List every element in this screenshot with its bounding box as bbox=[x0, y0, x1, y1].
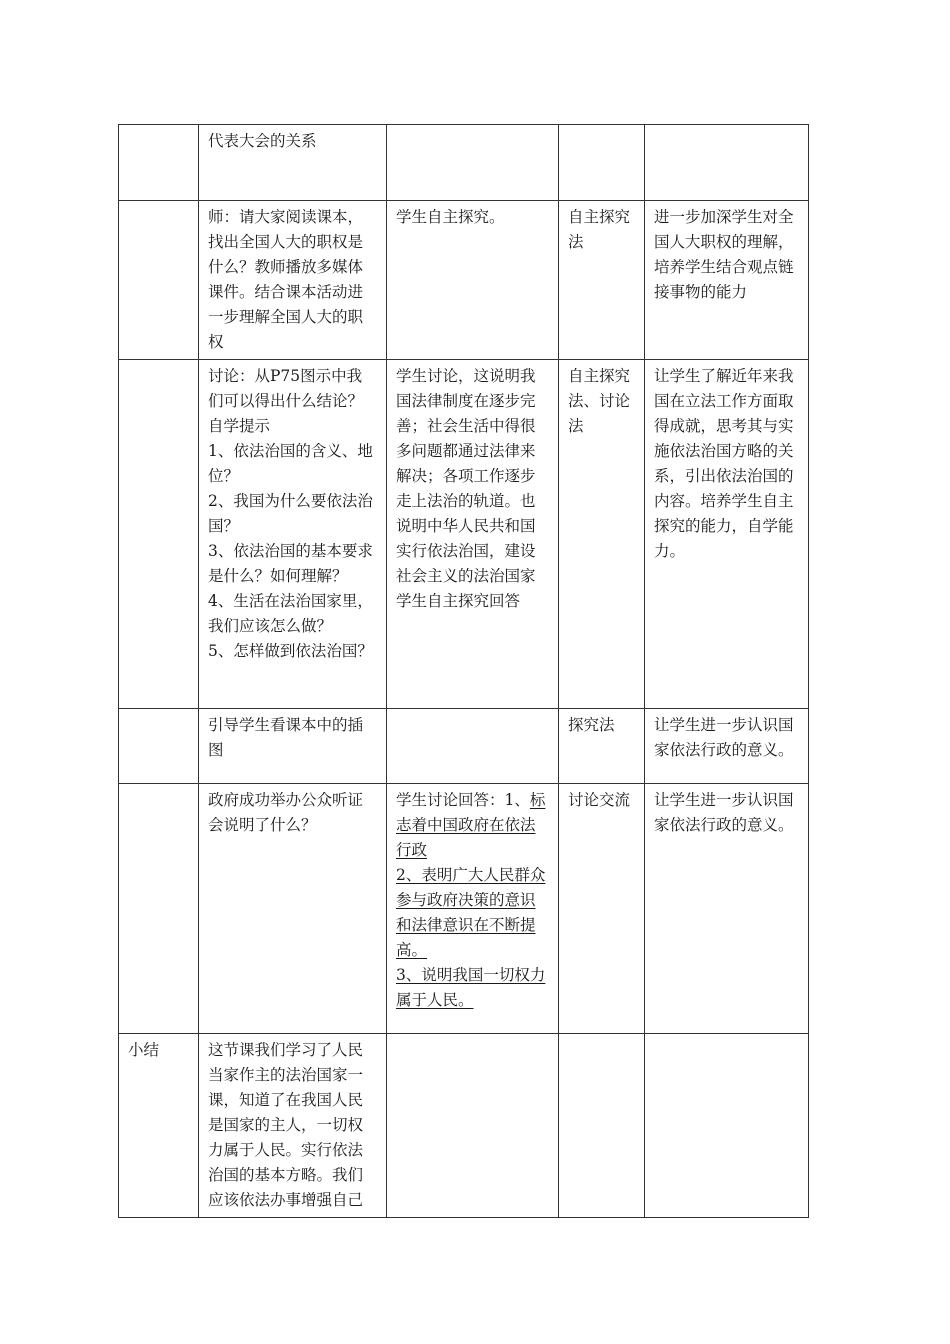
lesson-plan-table bbox=[118, 124, 809, 1218]
summary-text: 这节课我们学习了人民当家作主的法治国家一课，知道了在我国人民是国家的主人，一切权力属于人民。实行依法治国的基本方略。我们应该依法办事增强自己 bbox=[208, 1041, 364, 1209]
teacher-text: 师：请大家阅读课本，找出全国人大的职权是什么？教师播放多媒体课件。结合课本活动进一步理解全国人大的职权 bbox=[208, 208, 364, 351]
discussion-question: 讨论：从P75图示中我们可以得出什么结论？ bbox=[208, 367, 364, 410]
stage-cell bbox=[119, 360, 199, 709]
table-row bbox=[119, 1034, 809, 1218]
purpose-cell bbox=[645, 125, 809, 201]
purpose-cell bbox=[645, 1034, 809, 1218]
purpose-cell: 让学生了解近年来我国在立法工作方面取得成就，思考其与实施依法治国方略的关系，引出依法治国的内容。培养学生自主探究的能力，自学能力。 bbox=[645, 360, 809, 709]
student-activity-cell bbox=[387, 784, 559, 1034]
student-answer: 标志着中国政府在依法行政 bbox=[396, 791, 546, 859]
student-text: 学生自主探究。 bbox=[396, 208, 505, 226]
stage-cell bbox=[119, 201, 199, 360]
stage-cell: 小结 bbox=[119, 1034, 199, 1218]
method-cell: 探究法 bbox=[559, 709, 645, 784]
table-row bbox=[119, 784, 809, 1034]
hint-item: 5、怎样做到依法治国？ bbox=[208, 642, 373, 660]
teacher-activity-cell bbox=[199, 125, 387, 201]
student-activity-cell bbox=[387, 125, 559, 201]
method-cell bbox=[559, 125, 645, 201]
teacher-activity-cell bbox=[199, 784, 387, 1034]
hint-item: 3、依法治国的基本要求是什么？如何理解？ bbox=[208, 542, 373, 585]
student-activity-cell bbox=[387, 201, 559, 360]
stage-cell bbox=[119, 784, 199, 1034]
method-cell: 自主探究法 bbox=[559, 201, 645, 360]
hint-item: 1、依法治国的含义、地位？ bbox=[208, 442, 373, 485]
purpose-cell: 进一步加深学生对全国人大职权的理解，培养学生结合观点链接事物的能力 bbox=[645, 201, 809, 360]
teacher-activity-cell bbox=[199, 201, 387, 360]
table-row bbox=[119, 709, 809, 784]
student-text: 学生自主探究回答 bbox=[396, 592, 521, 610]
student-answer-intro: 学生讨论回答：1、 bbox=[396, 791, 530, 809]
student-text: 学生讨论，这说明我国法律制度在逐步完善；社会生活中得很多问题都通过法律来解决；各项工作逐步走上法治的轨道。也说明中华人民共和国实行依法治国，建设社会主义的法治国家 bbox=[396, 367, 536, 585]
table-row bbox=[119, 360, 809, 709]
stage-cell bbox=[119, 709, 199, 784]
teacher-text: 政府成功举办公众听证会说明了什么？ bbox=[208, 791, 364, 834]
teacher-activity-cell bbox=[199, 1034, 387, 1218]
teacher-text: 引导学生看课本中的插图 bbox=[208, 716, 364, 759]
stage-cell bbox=[119, 125, 199, 201]
hint-item: 4、生活在法治国家里，我们应该怎么做？ bbox=[208, 592, 373, 635]
student-activity-cell bbox=[387, 709, 559, 784]
student-answer: 3、说明我国一切权力属于人民。 bbox=[396, 966, 546, 1009]
purpose-cell: 让学生进一步认识国家依法行政的意义。 bbox=[645, 709, 809, 784]
method-cell: 自主探究法、讨论法 bbox=[559, 360, 645, 709]
student-activity-cell bbox=[387, 360, 559, 709]
teacher-activity-cell bbox=[199, 360, 387, 709]
hint-item: 2、我国为什么要依法治国？ bbox=[208, 492, 373, 535]
method-cell: 讨论交流 bbox=[559, 784, 645, 1034]
teacher-text: 代表大会的关系 bbox=[208, 132, 317, 150]
method-cell bbox=[559, 1034, 645, 1218]
self-study-hint-heading: 自学提示 bbox=[208, 417, 271, 435]
purpose-cell: 让学生进一步认识国家依法行政的意义。 bbox=[645, 784, 809, 1034]
table-row bbox=[119, 201, 809, 360]
student-activity-cell bbox=[387, 1034, 559, 1218]
table-row bbox=[119, 125, 809, 201]
teacher-activity-cell bbox=[199, 709, 387, 784]
student-answer: 2、表明广大人民群众参与政府决策的意识和法律意识在不断提高。 bbox=[396, 866, 546, 959]
